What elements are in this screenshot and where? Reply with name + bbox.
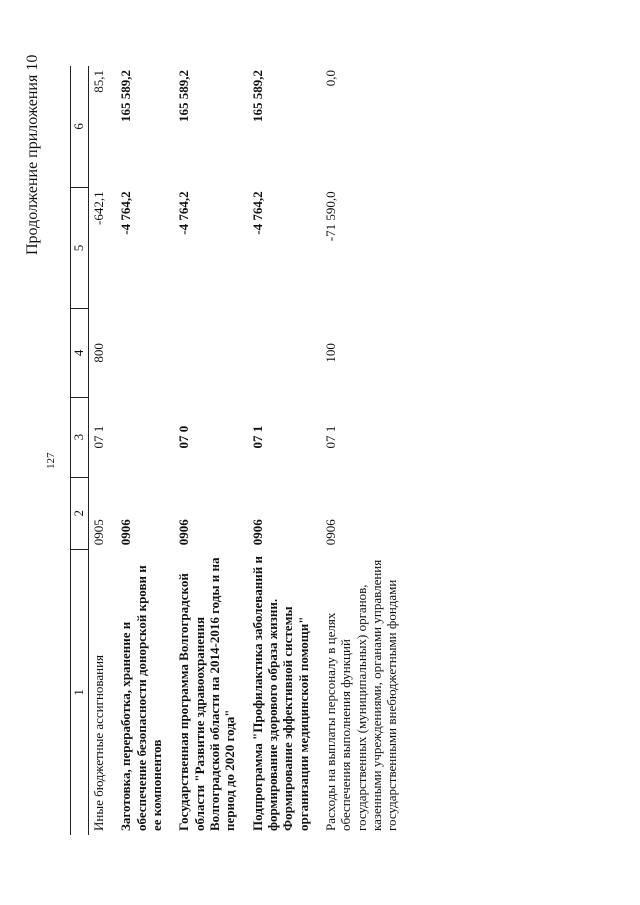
row-target-code: 07 1 <box>249 425 265 449</box>
row-section-code: 0906 <box>249 519 265 546</box>
row-change: -4 764,2 <box>176 191 192 235</box>
row-name: Заготовка, переработка, хранение и обеспечение безопасности донорской крови и ее компонентов <box>118 565 164 831</box>
row-target-code <box>108 397 166 477</box>
row-section-code: 0905 <box>91 519 106 546</box>
row-type-code <box>166 309 239 397</box>
row-change: -4 764,2 <box>249 191 265 235</box>
table-row <box>313 66 402 835</box>
row-type-code <box>108 309 166 397</box>
column-header: 6 <box>71 66 89 187</box>
page-number: 127 <box>45 452 57 469</box>
row-change: -642,1 <box>91 191 106 225</box>
row-section-code: 0906 <box>322 519 338 546</box>
row-type-code: 100 <box>322 343 338 363</box>
row-section-code: 0906 <box>118 519 134 546</box>
row-total: 165 589,2 <box>249 70 265 122</box>
row-change: -71 590,0 <box>322 191 338 242</box>
column-header: 5 <box>71 187 89 308</box>
continuation-title: Продолжение приложения 10 <box>24 54 41 255</box>
column-header: 1 <box>71 549 89 835</box>
table-row <box>240 66 313 835</box>
row-type-code <box>240 309 313 397</box>
table-row <box>166 66 239 835</box>
table-row <box>89 66 109 835</box>
row-name: Расходы на выплаты персоналу в целях обеспечения выполнения функций государственных (муниципальных) органов, казенными учреждениями, органами управления государственными внебюджетными фондами <box>322 559 400 831</box>
row-section-code: 0906 <box>176 519 192 546</box>
row-total: 85,1 <box>91 70 106 93</box>
budget-table <box>70 66 402 835</box>
row-name: Подпрограмма "Профилактика заболеваний и формирование здорового образа жизни. Формирование эффективной системы организации медицинской помощи" <box>249 556 311 831</box>
column-header: 2 <box>71 477 89 549</box>
row-name: Иные бюджетные ассигнования <box>91 654 106 831</box>
row-target-code: 07 0 <box>176 425 192 449</box>
row-total: 165 589,2 <box>176 70 192 122</box>
row-total: 0,0 <box>322 70 338 87</box>
column-header: 3 <box>71 397 89 477</box>
row-type-code: 800 <box>91 343 106 363</box>
table-row <box>108 66 166 835</box>
column-header: 4 <box>71 309 89 397</box>
row-target-code: 07 1 <box>91 425 106 449</box>
row-target-code: 07 1 <box>322 425 338 449</box>
row-name: Государственная программа Волгоградской области "Развитие здравоохранения Волгоградской области на 2014-2016 годы и на период до 2020 года" <box>176 557 238 831</box>
row-change: -4 764,2 <box>118 191 134 235</box>
row-total: 165 589,2 <box>118 70 134 122</box>
table-header-row <box>71 66 89 835</box>
